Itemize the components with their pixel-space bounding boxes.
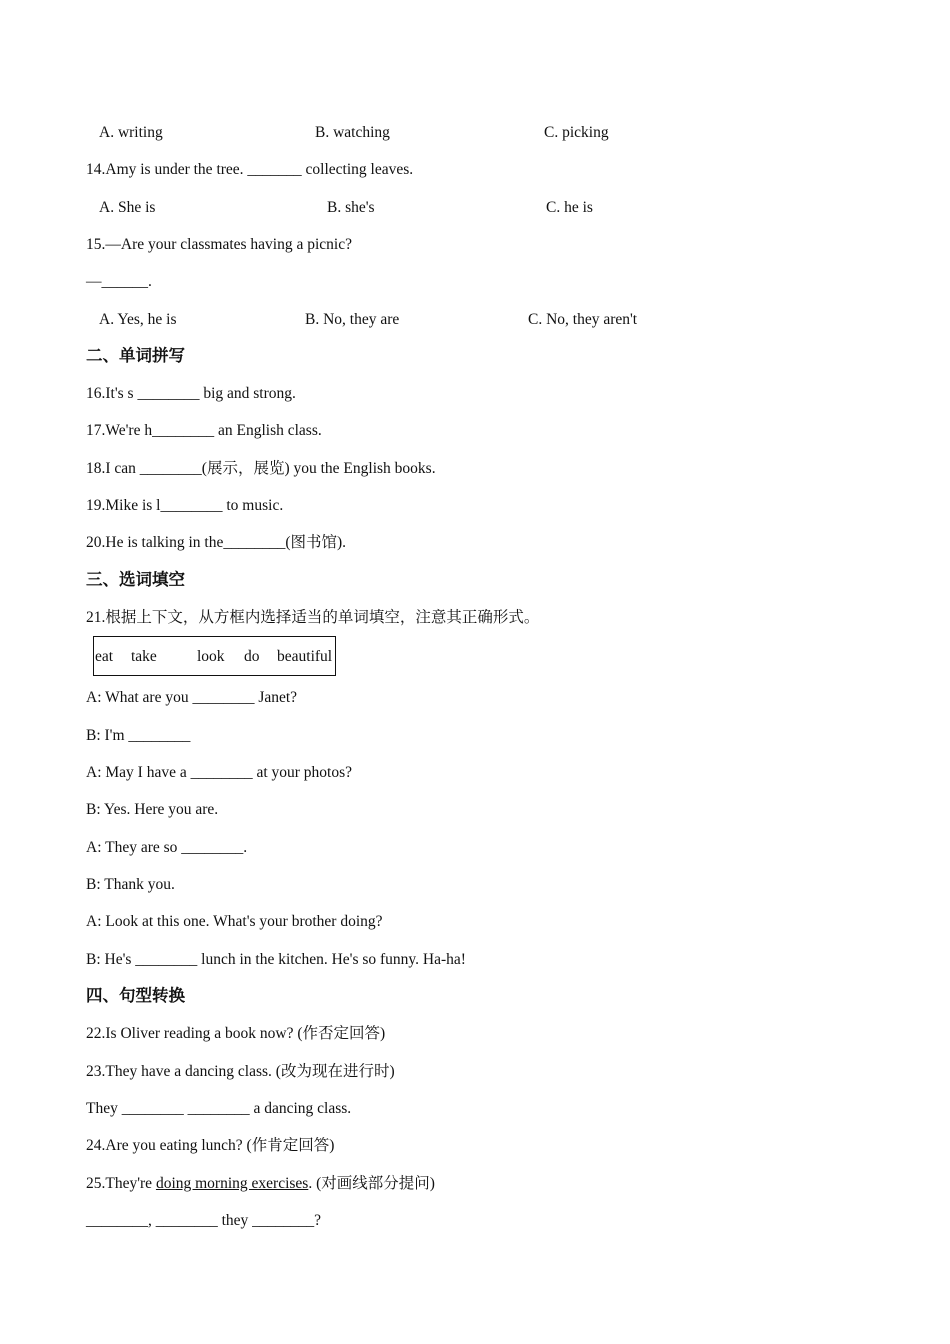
- word-box: [93, 636, 336, 676]
- word-box-item: take: [131, 648, 157, 665]
- dialogue-line: B: Thank you.: [86, 876, 175, 893]
- q14-option-a: A. She is: [99, 199, 156, 216]
- q21-instruction: 21.根据上下文，从方框内选择适当的单词填空，注意其正确形式。: [86, 609, 540, 626]
- q25-prefix: 25.They're: [86, 1175, 156, 1192]
- q25-suffix: . (对画线部分提问): [308, 1175, 435, 1192]
- q25-answer: ________, ________ they ________?: [86, 1212, 322, 1229]
- q25-underlined: doing morning exercises: [155, 1175, 309, 1192]
- dialogue-line: B: He's ________ lunch in the kitchen. He's so funny. Ha-ha!: [86, 951, 466, 968]
- q14-stem: 14.Amy is under the tree. _______ collecting leaves.: [86, 161, 414, 178]
- dialogue-line: A: They are so ________.: [86, 839, 248, 856]
- dialogue-line: A: Look at this one. What's your brother doing?: [86, 913, 383, 930]
- q13-option-a: A. writing: [99, 124, 163, 141]
- q15-answer-line: —______.: [86, 273, 152, 290]
- q14-option-c: C. he is: [546, 199, 593, 216]
- q19: 19.Mike is l________ to music.: [86, 497, 284, 514]
- section-3-title: 三、选词填空: [86, 570, 185, 589]
- q22: 22.Is Oliver reading a book now? (作否定回答): [86, 1025, 386, 1042]
- q16: 16.It's s ________ big and strong.: [86, 385, 296, 402]
- q13-option-c: C. picking: [544, 124, 609, 141]
- dialogue-line: B: Yes. Here you are.: [86, 801, 219, 818]
- section-2-title: 二、单词拼写: [86, 346, 185, 365]
- q15-option-c: C. No, they aren't: [528, 311, 638, 328]
- q20: 20.He is talking in the________(图书馆).: [86, 534, 347, 551]
- word-box-item: beautiful: [277, 648, 333, 665]
- q18: 18.I can ________(展示，展览) you the English books.: [86, 460, 436, 477]
- word-box-item: eat: [95, 648, 114, 665]
- q15-option-a: A. Yes, he is: [99, 311, 177, 328]
- q23: 23.They have a dancing class. (改为现在进行时): [86, 1063, 395, 1080]
- dialogue-line: A: What are you ________ Janet?: [86, 689, 298, 706]
- dialogue-line: B: I'm ________: [86, 727, 191, 744]
- dialogue-line: A: May I have a ________ at your photos?: [86, 764, 353, 781]
- q14-option-b: B. she's: [327, 199, 375, 216]
- word-box-item: look: [197, 648, 225, 665]
- q15-option-b: B. No, they are: [305, 311, 400, 328]
- q15-stem: 15.—Are your classmates having a picnic?: [86, 236, 352, 253]
- q13-option-b: B. watching: [315, 124, 390, 141]
- q24: 24.Are you eating lunch? (作肯定回答): [86, 1137, 335, 1154]
- q23-answer: They ________ ________ a dancing class.: [86, 1100, 352, 1117]
- q25: [86, 1174, 435, 1194]
- word-box-item: do: [244, 648, 260, 665]
- section-4-title: 四、句型转换: [86, 986, 185, 1005]
- q17: 17.We're h________ an English class.: [86, 422, 322, 439]
